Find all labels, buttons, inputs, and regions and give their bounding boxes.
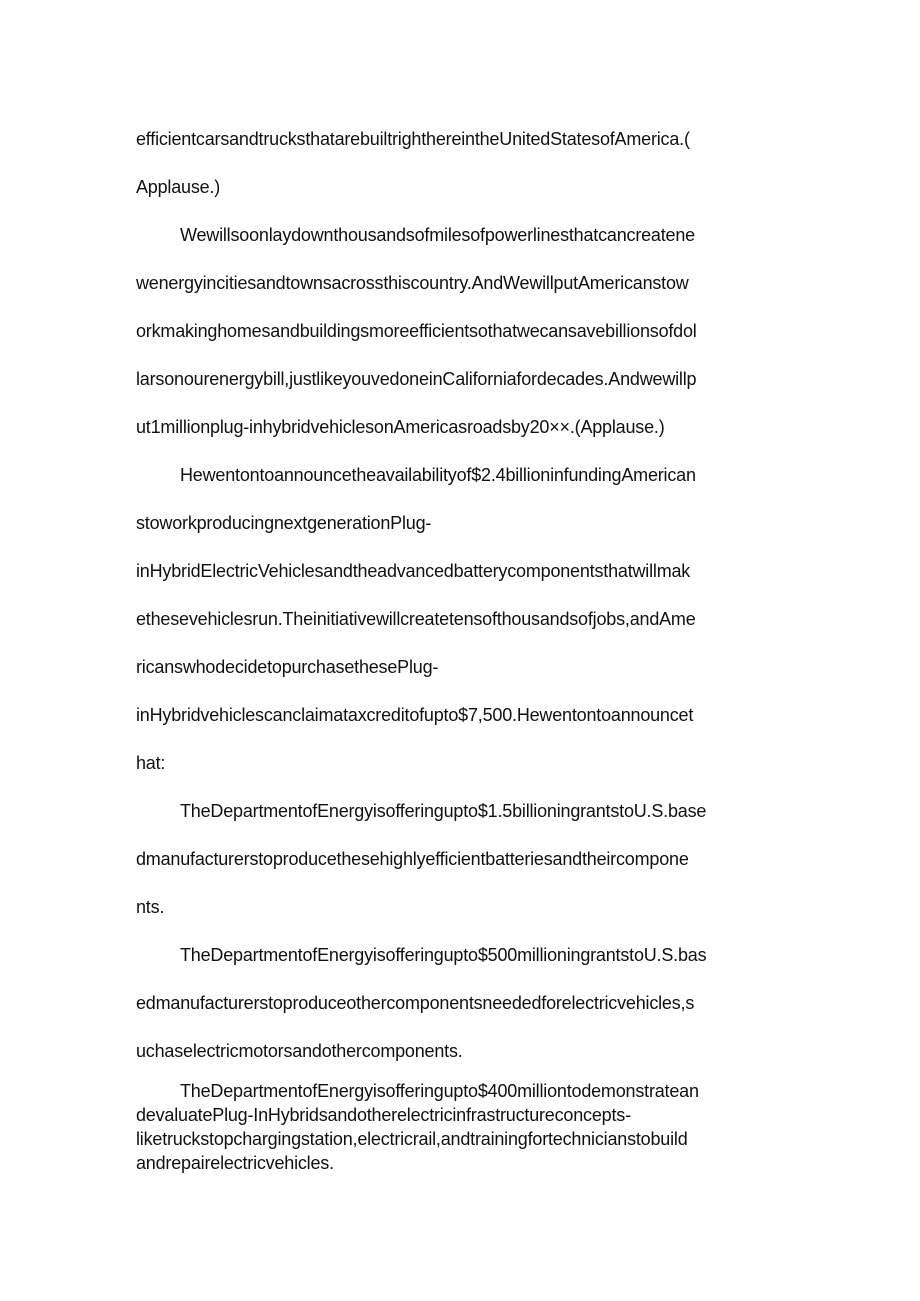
text-line: wenergyincitiesandtownsacrossthiscountry.AndWewillputAmericanstow [136, 273, 689, 293]
text-line: Hewentontoannouncetheavailabilityof$2.4billioninfundingAmerican [180, 465, 696, 485]
text-line: liketruckstopchargingstation,electricrail,andtrainingfortechnicianstobuild [136, 1129, 688, 1149]
text-line: dmanufacturerstoproducethesehighlyefficientbatteriesandtheircompone [136, 849, 689, 869]
text-line: hat: [136, 753, 166, 773]
text-line: efficientcarsandtrucksthatarebuiltrighthereintheUnitedStatesofAmerica.( [136, 129, 690, 149]
text-line: edmanufacturerstoproduceothercomponentsneededforelectricvehicles,s [136, 993, 695, 1013]
text-line: inHybridvehiclescanclaimataxcreditofupto$7,500.Hewentontoannouncet [136, 705, 694, 725]
text-line: ricanswhodecidetopurchasethesePlug- [136, 657, 439, 677]
text-line: ut1millionplug-inhybridvehiclesonAmericasroadsby20××.(Applause.) [136, 417, 665, 437]
text-line: ethesevehiclesrun.Theinitiativewillcreatetensofthousandsofjobs,andAme [136, 609, 696, 629]
body-text-final [136, 1081, 784, 1177]
text-line: nts. [136, 897, 165, 917]
text-line: devaluatePlug-InHybridsandotherelectricinfrastructureconcepts- [136, 1105, 631, 1125]
text-line: andrepairelectricvehicles. [136, 1153, 334, 1173]
text-line: inHybridElectricVehiclesandtheadvancedbatterycomponentsthatwillmak [136, 561, 691, 581]
text-line: TheDepartmentofEnergyisofferingupto$1.5billioningrantstoU.S.base [180, 801, 707, 821]
text-line: TheDepartmentofEnergyisofferingupto$400milliontodemonstratean [180, 1081, 699, 1101]
text-line: uchaselectricmotorsandothercomponents. [136, 1041, 463, 1061]
text-line: orkmakinghomesandbuildingsmoreefficientsothatwecansavebillionsofdol [136, 321, 697, 341]
text-line: Wewillsoonlaydownthousandsofmilesofpowerlinesthatcancreatene [180, 225, 695, 245]
text-line: stoworkproducingnextgenerationPlug- [136, 513, 432, 533]
text-line: TheDepartmentofEnergyisofferingupto$500millioningrantstoU.S.bas [180, 945, 707, 965]
text-line: larsonourenergybill,justlikeyouvedoneinCaliforniafordecades.Andwewillp [136, 369, 697, 389]
body-text [136, 129, 784, 1089]
text-line: Applause.) [136, 177, 221, 197]
